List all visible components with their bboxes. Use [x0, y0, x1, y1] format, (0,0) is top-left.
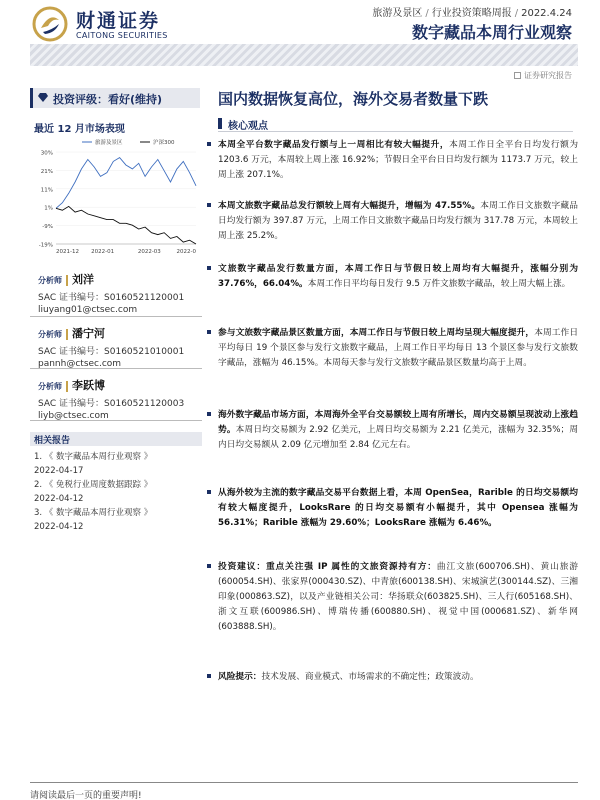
- chart-ytick-label: -9%: [42, 224, 53, 231]
- core-point-body: 本周工作日文旅数字藏品日均发行额为 397.87 万元，上周工作日文旅数字藏品日均发行额为 317.78 万元，本周较上周上涨 25.2%。: [218, 201, 578, 241]
- core-point-body: 曲江文旅(600706.SH)、黄山旅游(600054.SH)、张家界(000430.SZ)、中青旅(600138.SH)、宋城演艺(300144.SZ)、三湘印象(000863.SZ)，以及产业链相关公司：华扬联众(603825.SH)、三人行(605168.SH)、浙文互联(600986.SH)、博瑞传播(600880.SH)、视觉中国(000681.SZ)、新华网(603888.SH)。: [218, 562, 578, 632]
- diamond-icon: [38, 93, 48, 102]
- core-point-lead: 参与文旅数字藏品景区数量方面，本周工作日与节假日较上周均呈现大幅度提升，: [218, 328, 535, 338]
- footer-disclaimer: 请阅读最后一页的重要声明!: [30, 791, 142, 800]
- heading-bar: [218, 118, 222, 129]
- breadcrumb: 旅游及景区 / 行业投资策略周报 / 2022.4.24: [372, 8, 572, 19]
- analyst-license: SAC 证书编号：S0160521010001: [38, 347, 185, 357]
- chart-series-line: [56, 206, 196, 244]
- core-point-body: 本周工作日全平台日均发行额为 1203.6 万元，本周较上周上涨 16.92%；节假日全平台日日均发行额为 1173.7 万元，较上周上涨 207.1%。: [218, 140, 579, 180]
- report-headline: 国内数据恢复高位，海外交易者数量下跌: [218, 90, 489, 108]
- bullet-square-icon: [207, 674, 211, 678]
- page-title: 数字藏品本周行业观察: [411, 23, 572, 42]
- bullet-square-icon: [207, 490, 211, 494]
- related-report-item[interactable]: [34, 450, 204, 478]
- logo-mark-icon: [32, 6, 68, 42]
- core-point-paragraph: [218, 199, 578, 244]
- core-point-paragraph: [218, 326, 578, 371]
- core-views-heading: [218, 116, 573, 132]
- analyst-name: 刘洋: [72, 273, 94, 286]
- core-point-lead: 本周全平台数字藏品发行额与上一周相比有较大幅提升，: [218, 140, 450, 150]
- core-point-lead: 投资建议：重点关注强 IP 属性的文旅资源持有方：: [218, 562, 437, 572]
- core-point-lead: 从海外较为主流的数字藏品交易平台数据上看，本周 OpenSea，Rarible 的日均交易额均有较大幅度提升，LooksRare 的日均交易额有小幅提升，其中 Opensea 涨幅为 56.31%；Rarible 涨幅为 29.60%；LooksRare 涨幅为 6.46%。: [218, 488, 578, 528]
- chart-legend-label: 沪深300: [153, 140, 175, 146]
- crumb-date: 2022.4.24: [521, 8, 572, 19]
- logo-english-name: CAITONG SECURITIES: [76, 31, 168, 40]
- related-report-item[interactable]: [34, 478, 204, 506]
- analyst-role: 分析师: [38, 381, 68, 392]
- chart-ytick-label: 1%: [44, 205, 53, 212]
- analyst-card: [38, 322, 208, 369]
- related-report-date: 2022-04-12: [34, 522, 84, 532]
- bullet-square-icon: [207, 203, 211, 207]
- crumb-industry: 旅游及景区: [372, 8, 423, 19]
- core-point-body: 本周工作日平均每日 19 个景区参与发行文旅数字藏品，上周工作日平均每日 13 个景区参与发行文旅数字藏品，涨幅为 46.15%。本周每天参与发行文旅数字藏品景区数量均高于上周。: [218, 328, 579, 368]
- chart-xtick-label: 2022-03: [137, 249, 161, 255]
- core-point-paragraph: [218, 486, 578, 531]
- footer-divider: [30, 782, 578, 783]
- chart-series-line: [56, 158, 196, 209]
- divider: [30, 316, 202, 317]
- divider: [30, 420, 202, 421]
- report-tag: [514, 70, 572, 81]
- bullet-square-icon: [207, 330, 211, 334]
- related-reports-list: [34, 450, 204, 534]
- company-logo: [32, 4, 182, 46]
- core-point-paragraph: [218, 408, 578, 453]
- bullet-square-icon: [207, 564, 211, 568]
- header-banner: [30, 44, 578, 66]
- chart-xtick-label: 2022-0: [176, 249, 196, 255]
- analyst-license: SAC 证书编号：S0160521120003: [38, 399, 185, 409]
- related-report-title[interactable]: 2. 《 免税行业周度数据跟踪 》: [34, 480, 153, 490]
- related-report-item[interactable]: [34, 506, 204, 534]
- chart-ytick-label: 11%: [40, 187, 53, 194]
- related-report-date: 2022-04-17: [34, 466, 84, 476]
- investment-rating: [30, 88, 200, 108]
- chart-ytick-label: 21%: [40, 168, 53, 175]
- chart-ytick-label: 30%: [40, 150, 53, 157]
- core-point-lead: 本周文旅数字藏品总发行额较上周有大幅提升，增幅为 47.55%。: [218, 201, 481, 211]
- related-report-title[interactable]: 3. 《 数字藏品本周行业观察 》: [34, 508, 153, 518]
- divider: [30, 368, 202, 369]
- analyst-role: 分析师: [38, 329, 68, 340]
- core-point-body: 本周工作日平均每日发行 9.5 万件文旅数字藏品，较上周大幅上涨。: [307, 279, 571, 289]
- crumb-report-type: 行业投资策略周报: [431, 8, 512, 19]
- core-point-body: 本周日均交易额为 2.92 亿美元，上周日均交易额为 2.21 亿美元，涨幅为 32.35%；周内日均交易额从 2.09 亿元增加至 2.84 亿元左右。: [218, 425, 579, 450]
- rating-label: 投资评级：看好(维持): [53, 93, 163, 106]
- chart-xtick-label: 2022-01: [91, 249, 115, 255]
- performance-title: 最近 12 月市场表现: [34, 124, 125, 135]
- analyst-email: pannh@ctsec.com: [38, 359, 122, 369]
- bullet-square-icon: [207, 142, 211, 146]
- related-report-title[interactable]: 1. 《 数字藏品本周行业观察 》: [34, 452, 153, 462]
- analyst-name: 李跃博: [72, 379, 105, 392]
- analyst-email: liuyang01@ctsec.com: [38, 305, 138, 315]
- analyst-card: [38, 268, 208, 315]
- related-report-date: 2022-04-12: [34, 494, 84, 504]
- core-point-paragraph: [218, 262, 578, 292]
- core-point-paragraph: [218, 138, 578, 183]
- analyst-email: liyb@ctsec.com: [38, 411, 109, 421]
- performance-chart: [34, 136, 202, 260]
- logo-chinese-name: 财通证券: [76, 10, 161, 32]
- analyst-role: 分析师: [38, 275, 68, 286]
- report-tag-label: 证券研究报告: [524, 71, 572, 80]
- core-point-lead: 海外数字藏品市场方面，本周海外全平台交易额较上周有所增长，周内交易额呈现波动上涨趋势。: [218, 410, 578, 435]
- chart-ytick-label: -19%: [38, 242, 53, 249]
- investment-advice-paragraph: [218, 560, 578, 635]
- core-point-lead: 文旅数字藏品发行数量方面，本周工作日与节假日较上周均有大幅提升，涨幅分别为 37.76%，66.04%。: [218, 264, 578, 289]
- bullet-square-icon: [207, 412, 211, 416]
- risk-warning-paragraph: [218, 670, 578, 685]
- chart-legend-label: 旅游及景区: [95, 140, 123, 146]
- bullet-square-icon: [207, 266, 211, 270]
- analyst-license: SAC 证书编号：S0160521120001: [38, 293, 185, 303]
- analyst-card: [38, 374, 208, 421]
- core-point-lead: 风险提示：: [218, 672, 262, 682]
- core-views-label: 核心观点: [228, 121, 268, 132]
- document-icon: [514, 72, 521, 79]
- chart-xtick-label: 2021-12: [56, 249, 79, 255]
- core-point-body: 技术发展、商业模式、市场需求的不确定性；政策波动。: [261, 672, 479, 682]
- related-reports-title: 相关报告: [30, 432, 202, 446]
- analyst-name: 潘宁河: [72, 327, 105, 340]
